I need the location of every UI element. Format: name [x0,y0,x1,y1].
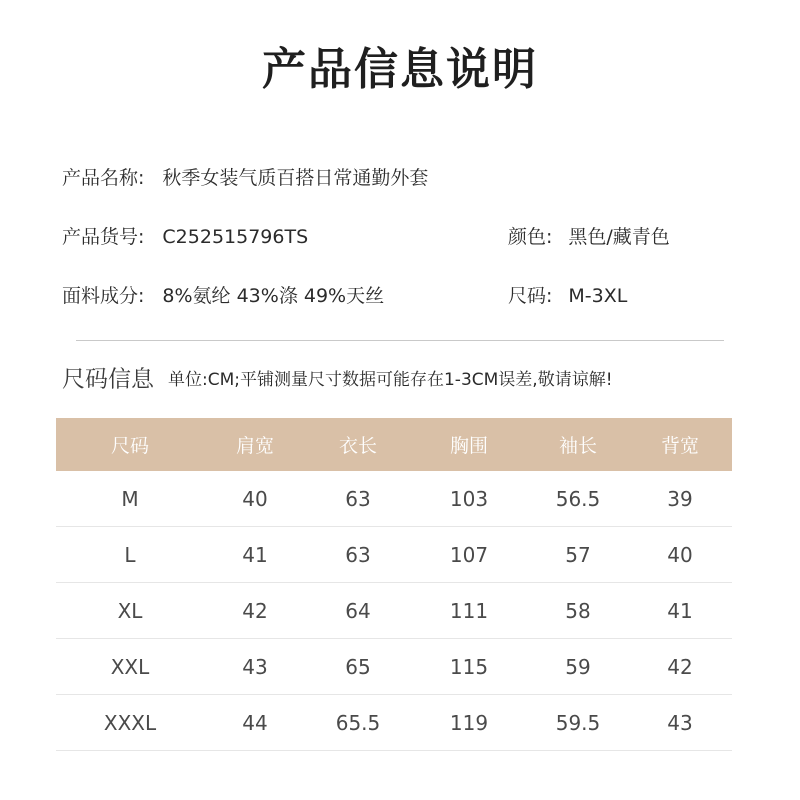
table-cell: 107 [410,527,528,583]
header-length: 衣长 [306,418,410,471]
table-cell: 115 [410,639,528,695]
section-divider [76,340,724,341]
table-cell: 43 [204,639,306,695]
size-table-header-row [56,418,732,471]
table-cell: 40 [628,527,732,583]
table-cell: 43 [628,695,732,751]
table-cell: 40 [204,471,306,527]
product-color-value: 黑色/藏青色 [568,226,670,248]
table-row [56,695,732,751]
table-row [56,471,732,527]
product-sku-value: C252515796TS [162,226,309,248]
product-material-label: 面料成分: [62,285,145,307]
table-cell: 65.5 [306,695,410,751]
header-sleeve: 袖长 [528,418,628,471]
table-cell: 56.5 [528,471,628,527]
product-sku-label: 产品货号: [62,226,145,248]
table-cell: XL [56,583,204,639]
table-cell: 63 [306,471,410,527]
product-color-row [508,224,670,250]
product-color-label: 颜色: [508,226,553,248]
table-row [56,639,732,695]
table-cell: 111 [410,583,528,639]
page-title: 产品信息说明 [262,44,538,95]
size-info-heading [62,364,613,395]
product-sku-row [62,224,308,250]
product-size-row [508,283,627,309]
product-size-label: 尺码: [508,285,553,307]
table-cell: M [56,471,204,527]
header-back-width: 背宽 [628,418,732,471]
table-row [56,583,732,639]
table-cell: 59 [528,639,628,695]
table-cell: 58 [528,583,628,639]
table-cell: L [56,527,204,583]
table-cell: 65 [306,639,410,695]
table-cell: 42 [628,639,732,695]
table-cell: XXXL [56,695,204,751]
size-info-title: 尺码信息 [62,366,154,393]
product-name-value: 秋季女装气质百搭日常通勤外套 [162,167,429,189]
table-cell: 119 [410,695,528,751]
table-row [56,527,732,583]
table-cell: 44 [204,695,306,751]
table-cell: XXL [56,639,204,695]
product-name-row [62,165,428,191]
header-shoulder: 肩宽 [204,418,306,471]
table-cell: 57 [528,527,628,583]
header-size: 尺码 [56,418,204,471]
product-material-row [62,283,384,309]
product-size-value: M-3XL [568,285,628,307]
size-table [56,418,732,751]
table-cell: 41 [204,527,306,583]
product-name-label: 产品名称: [62,167,145,189]
product-material-value: 8%氨纶 43%涤 49%天丝 [162,285,385,307]
table-cell: 39 [628,471,732,527]
table-cell: 41 [628,583,732,639]
size-info-note: 单位:CM;平铺测量尺寸数据可能存在1-3CM误差,敬请谅解! [168,369,613,390]
table-cell: 64 [306,583,410,639]
table-cell: 59.5 [528,695,628,751]
table-cell: 42 [204,583,306,639]
table-cell: 63 [306,527,410,583]
header-bust: 胸围 [410,418,528,471]
table-cell: 103 [410,471,528,527]
